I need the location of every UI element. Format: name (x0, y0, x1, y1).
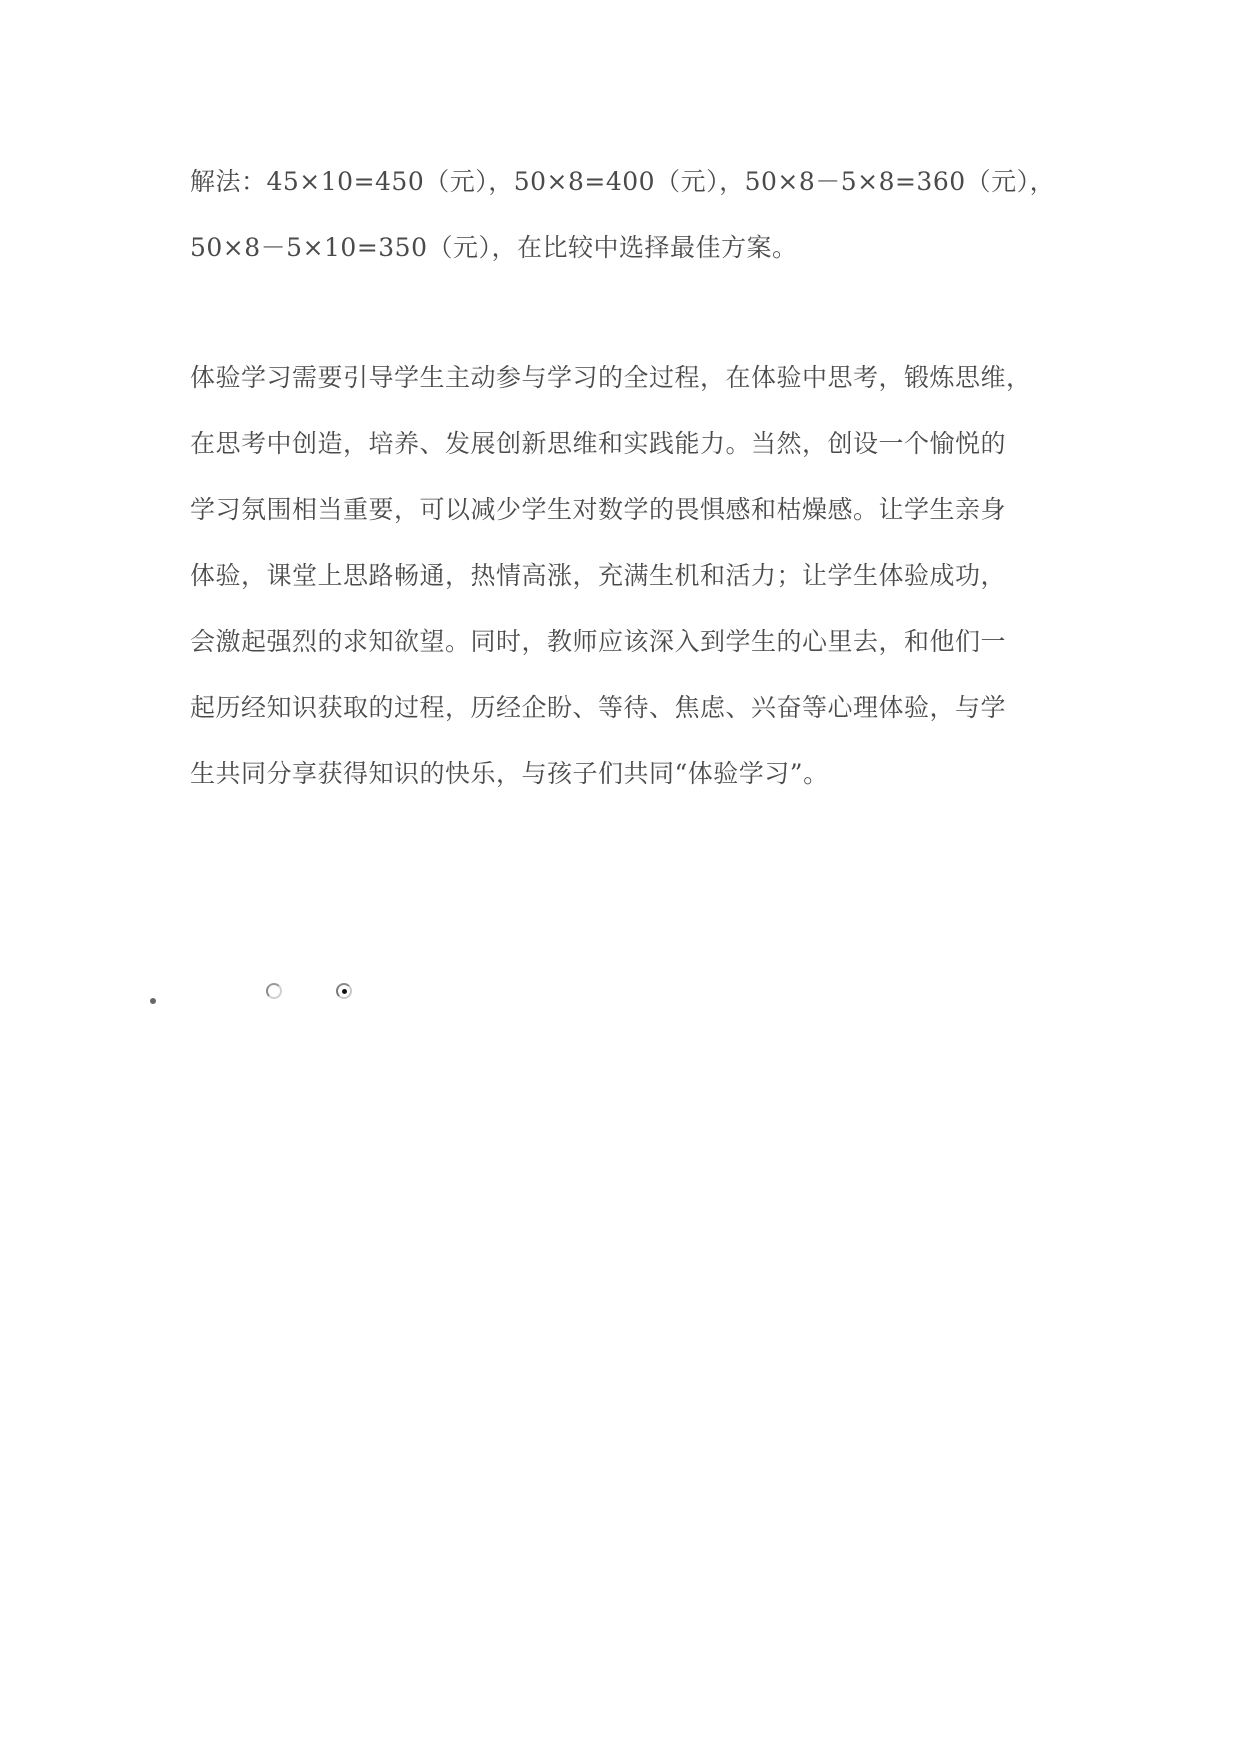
paragraph-line-3: 学习氛围相当重要，可以减少学生对数学的畏惧感和枯燥感。让学生亲身 (190, 495, 1007, 524)
radio-button-checked[interactable] (336, 983, 352, 999)
solution-line-1: 解法：45×10=450（元），50×8=400（元），50×8－5×8=360（元）， (190, 167, 1056, 196)
solution-line-2: 50×8－5×10=350（元），在比较中选择最佳方案。 (190, 233, 798, 262)
radio-button-unchecked[interactable] (266, 983, 282, 999)
bullet-dot-icon (150, 998, 156, 1004)
paragraph-line-5: 会激起强烈的求知欲望。同时，教师应该深入到学生的心里去，和他们一 (190, 627, 1007, 656)
paragraph-line-7: 生共同分享获得知识的快乐，与孩子们共同“体验学习”。 (190, 759, 829, 788)
paragraph-line-2: 在思考中创造，培养、发展创新思维和实践能力。当然，创设一个愉悦的 (190, 429, 1007, 458)
paragraph-line-6: 起历经知识获取的过程，历经企盼、等待、焦虑、兴奋等心理体验，与学 (190, 693, 1007, 722)
paragraph-line-4: 体验，课堂上思路畅通，热情高涨，充满生机和活力；让学生体验成功， (190, 561, 1007, 590)
paragraph-line-1: 体验学习需要引导学生主动参与学习的全过程，在体验中思考，锻炼思维， (190, 363, 1032, 392)
